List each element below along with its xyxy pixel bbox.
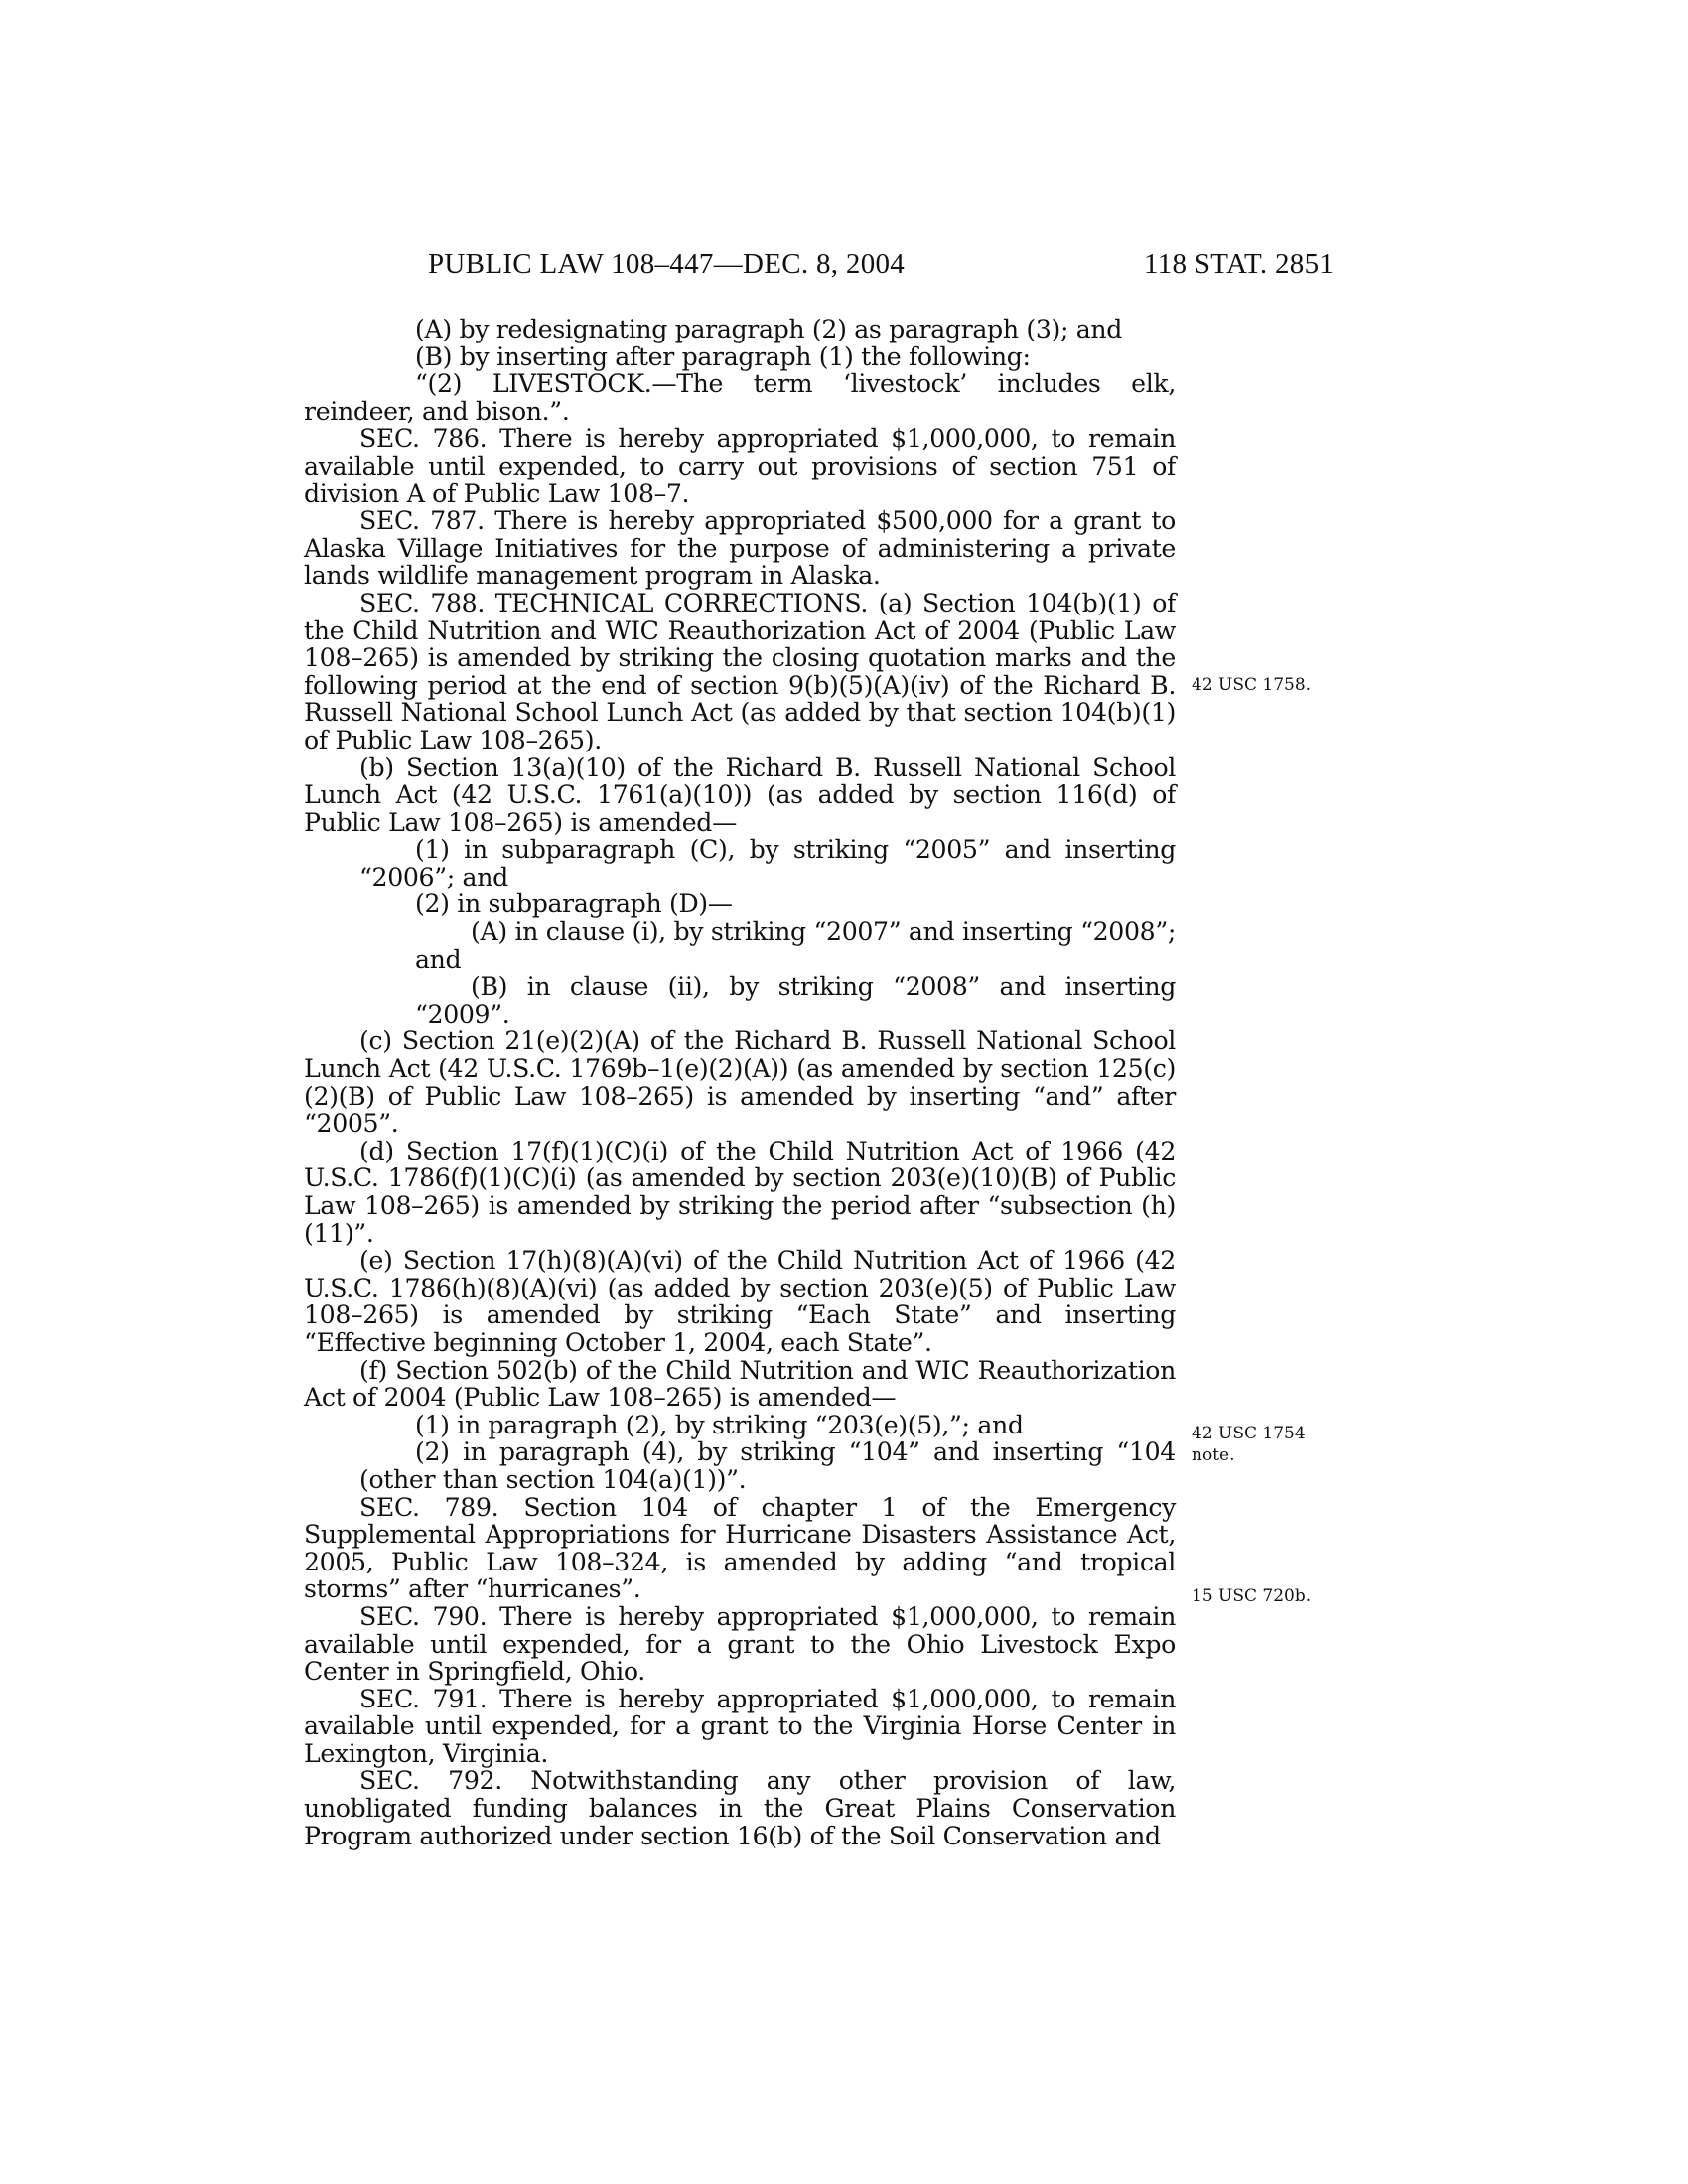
- paragraph: (2) in subparagraph (D)—: [415, 889, 733, 919]
- paragraph: (d) Section 17(f)(1)(C)(i) of the Child Nutrition Act of 1966 (42 U.S.C. 1786(f)(1)(C)(i) (as amended by section 203(e)(10)(B) of Public Law 108–265) is amended by striking the period after “subsection (h)(11)”.: [304, 1136, 1176, 1248]
- paragraph: (c) Section 21(e)(2)(A) of the Richard B. Russell National School Lunch Act (42 U.S.C. 1769b–1(e)(2)(A)) (as amended by section 125(c)(2)(B) of Public Law 108–265) is amended by inserting “and” after “2005”.: [304, 1026, 1176, 1139]
- paragraph: (b) Section 13(a)(10) of the Richard B. Russell National School Lunch Act (42 U.S.C. 1761(a)(10)) (as added by section 116(d) of Public Law 108–265) is amended—: [304, 752, 1176, 837]
- paragraph: (f) Section 502(b) of the Child Nutrition and WIC Reauthorization Act of 2004 (Public Law 108–265) is amended—: [304, 1355, 1176, 1413]
- document-body: [304, 316, 1176, 1849]
- paragraph: (A) in clause (i), by striking “2007” and inserting “2008”; and: [415, 917, 1176, 974]
- margin-note: 15 USC 720b.: [1192, 1586, 1312, 1606]
- page-header: [0, 248, 1688, 288]
- running-head-title: PUBLIC LAW 108–447—DEC. 8, 2004: [428, 248, 906, 280]
- section-paragraph: SEC. 789. Section 104 of chapter 1 of the Emergency Supplemental Appropriations for Hurricane Disasters Assistance Act, 2005, Public Law 108–324, is amended by adding “and tropical storms” after “hurricanes”.: [304, 1492, 1176, 1604]
- paragraph: (B) by inserting after paragraph (1) the following:: [415, 341, 1031, 371]
- paragraph: (1) in subparagraph (C), by striking “2005” and inserting “2006”; and: [359, 835, 1176, 891]
- section-paragraph: SEC. 788. TECHNICAL CORRECTIONS. (a) Section 104(b)(1) of the Child Nutrition and WIC Reauthorization Act of 2004 (Public Law 108–265) is amended by striking the closing quotation marks and the following period at the end of section 9(b)(5)(A)(iv) of the Richard B. Russell National School Lunch Act (as added by that section 104(b)(1) of Public Law 108–265).: [304, 588, 1176, 754]
- paragraph: (e) Section 17(h)(8)(A)(vi) of the Child Nutrition Act of 1966 (42 U.S.C. 1786(h)(8)(A)(vi) (as added by section 203(e)(5) of Public Law 108–265) is amended by striking “Each State” and inserting “Effective beginning October 1, 2004, each State”.: [304, 1246, 1176, 1357]
- paragraph: (1) in paragraph (2), by striking “203(e)(5),”; and: [415, 1410, 1024, 1439]
- section-paragraph: SEC. 791. There is hereby appropriated $1,000,000, to remain available until expended, for a grant to the Virginia Horse Center in Lexington, Virginia.: [304, 1684, 1176, 1768]
- statute-page-number: 118 STAT. 2851: [1144, 248, 1335, 280]
- section-paragraph: SEC. 786. There is hereby appropriated $1,000,000, to remain available until expended, to carry out provisions of section 751 of division A of Public Law 108–7.: [304, 424, 1176, 508]
- margin-note: note.: [1192, 1445, 1235, 1465]
- margin-note: 42 USC 1754: [1192, 1424, 1306, 1443]
- paragraph: (B) in clause (ii), by striking “2008” and inserting “2009”.: [415, 972, 1176, 1028]
- section-paragraph: SEC. 790. There is hereby appropriated $1,000,000, to remain available until expended, for a grant to the Ohio Livestock Expo Center in Springfield, Ohio.: [304, 1601, 1176, 1687]
- section-paragraph: SEC. 787. There is hereby appropriated $500,000 for a grant to Alaska Village Initiatives for the purpose of administering a private lands wildlife management program in Alaska.: [304, 506, 1176, 591]
- margin-note: 42 USC 1758.: [1192, 675, 1312, 695]
- paragraph: “(2) LIVESTOCK.—The term ‘livestock’ includes elk, reindeer, and bison.”.: [304, 369, 1176, 426]
- section-paragraph: SEC. 792. Notwithstanding any other provision of law, unobligated funding balances in the Great Plains Conservation Program authorized under section 16(b) of the Soil Conservation and: [304, 1766, 1176, 1850]
- paragraph: (A) by redesignating paragraph (2) as paragraph (3); and: [415, 315, 1123, 343]
- paragraph: (2) in paragraph (4), by striking “104” and inserting “104 (other than section 104(a)(1))”.: [359, 1437, 1176, 1494]
